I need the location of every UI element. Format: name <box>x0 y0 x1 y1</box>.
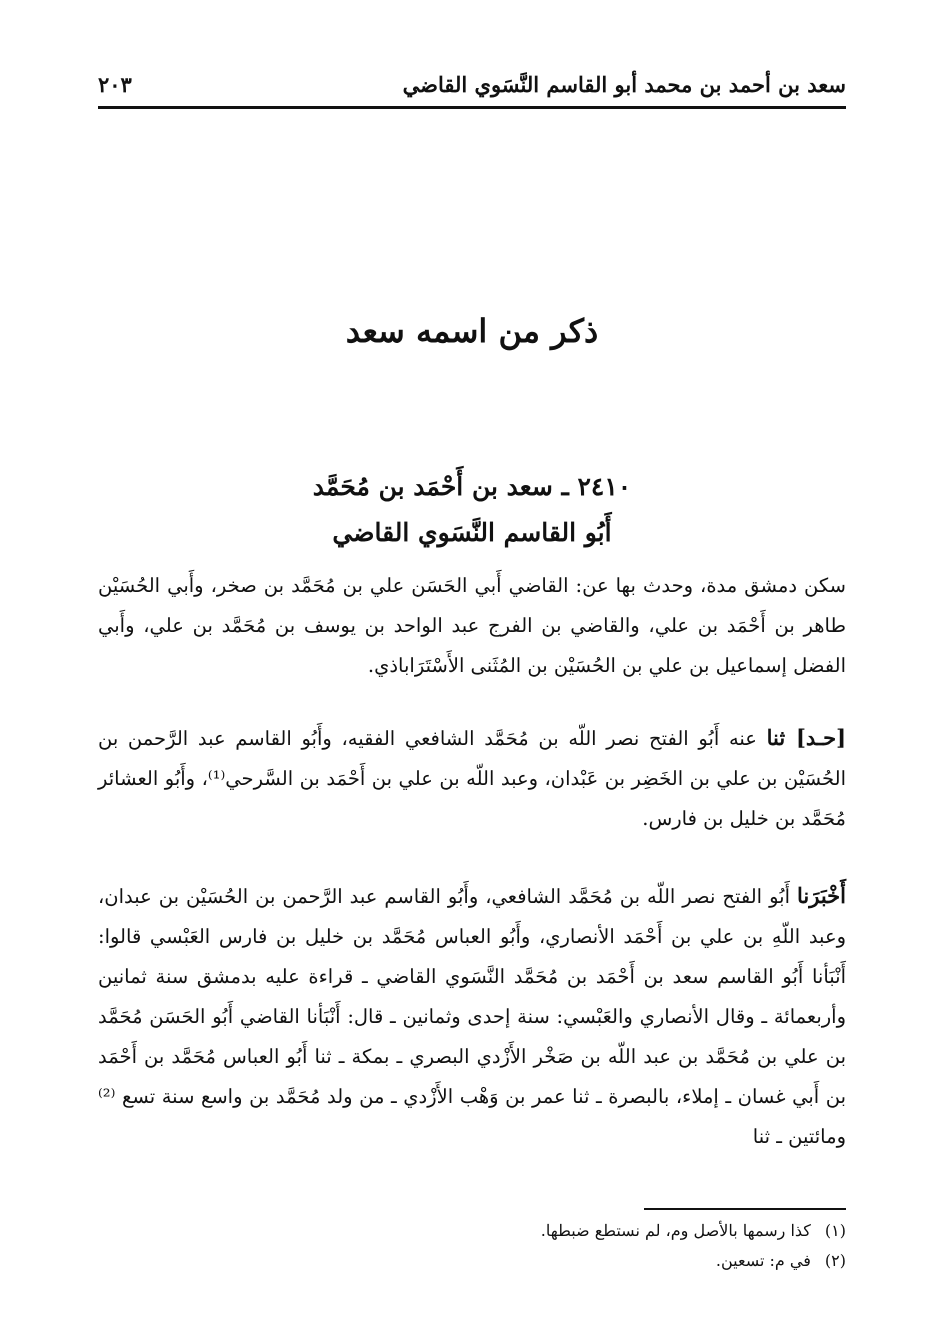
header-rule <box>98 106 846 109</box>
paragraph-1 <box>98 566 846 686</box>
footnote-2 <box>98 1246 846 1276</box>
paragraph-2-text: عنه أَبُو الفتح نصر اللّه بن مُحَمَّد الشافعي الفقيه، وأَبُو القاسم عبد الرَّحمن بن الحُسَيْن بن علي بن الخَضِر بن عَبْدان، وعبد اللّه بن علي بن أَحْمَد بن السَّرحي⁽¹⁾، وأَبُو العشائر مُحَمَّد بن خليل بن فارس. <box>98 727 846 830</box>
entry-heading-line-2: أَبُو القاسم النَّسَوي القاضي <box>332 518 612 547</box>
footnotes <box>98 1216 846 1276</box>
paragraph-3-text: أَبُو الفتح نصر اللّه بن مُحَمَّد الشافعي، وأَبُو القاسم عبد الرَّحمن بن الحُسَيْن بن عبدان، وعبد اللّهِ بن علي بن أَحْمَد الأنصاري، وأَبُو العباس مُحَمَّد بن خليل بن فارس العَبْسي قالوا: أَنْبَأنا أَبُو القاسم سعد بن أَحْمَد بن مُحَمَّد النَّسَوي القاضي ـ قراءة عليه بدمشق سنة ثمانين وأربعمائة ـ وقال الأنصاري والعَبْسي: سنة إحدى وثمانين ـ قال: أَنْبَأنا القاضي أَبُو الحَسَن مُحَمَّد بن علي بن مُحَمَّد بن عبد اللّه بن صَخْر الأَزْدي البصري ـ بمكة ـ ثنا أَبُو العباس مُحَمَّد بن أَحْمَد بن أَبي غسان ـ إملاء، بالبصرة ـ ثنا عمر بن وَهْب الأَزْدي ـ من ولد مُحَمَّد بن واسع سنة تسع ⁽²⁾ ومائتين ـ ثنا <box>98 885 846 1148</box>
page-number: ٢٠٣ <box>98 72 132 97</box>
section-title: ذكر من اسمه سعد <box>345 312 599 350</box>
footnote-1-number: (١) <box>824 1221 846 1240</box>
footnote-1-text: كذا رسمها بالأصل وم، لم نستطع ضبطها. <box>540 1221 811 1240</box>
footnote-rule <box>644 1208 846 1210</box>
paragraph-3 <box>98 876 846 1157</box>
paragraph-2 <box>98 718 846 839</box>
footnote-2-text: في م: تسعين. <box>715 1251 811 1270</box>
footnote-2-number: (٢) <box>824 1251 846 1270</box>
paragraph-2-lead: [حـد] ثنا <box>766 725 847 750</box>
running-head <box>98 66 846 106</box>
footnote-1 <box>98 1216 846 1246</box>
paragraph-3-lead: أَخْبَرَنا <box>797 883 846 908</box>
running-head-title: سعد بن أحمد بن محمد أبو القاسم النَّسَوي القاضي <box>402 72 846 97</box>
entry-heading <box>98 464 846 556</box>
entry-heading-line-1: ٢٤١٠ ـ سعد بن أَحْمَد بن مُحَمَّد <box>312 472 632 501</box>
paragraph-1-text: سكن دمشق مدة، وحدث بها عن: القاضي أَبي الحَسَن علي بن مُحَمَّد بن صخر، وأَبي الحُسَيْن طاهر بن أَحْمَد بن علي، والقاضي بن الفرج عبد الواحد بن يوسف بن مُحَمَّد بن علي، وأَبي الفضل إسماعيل بن علي بن الحُسَيْن بن المُثَنى الأَسْتَرَاباذي. <box>98 574 846 677</box>
